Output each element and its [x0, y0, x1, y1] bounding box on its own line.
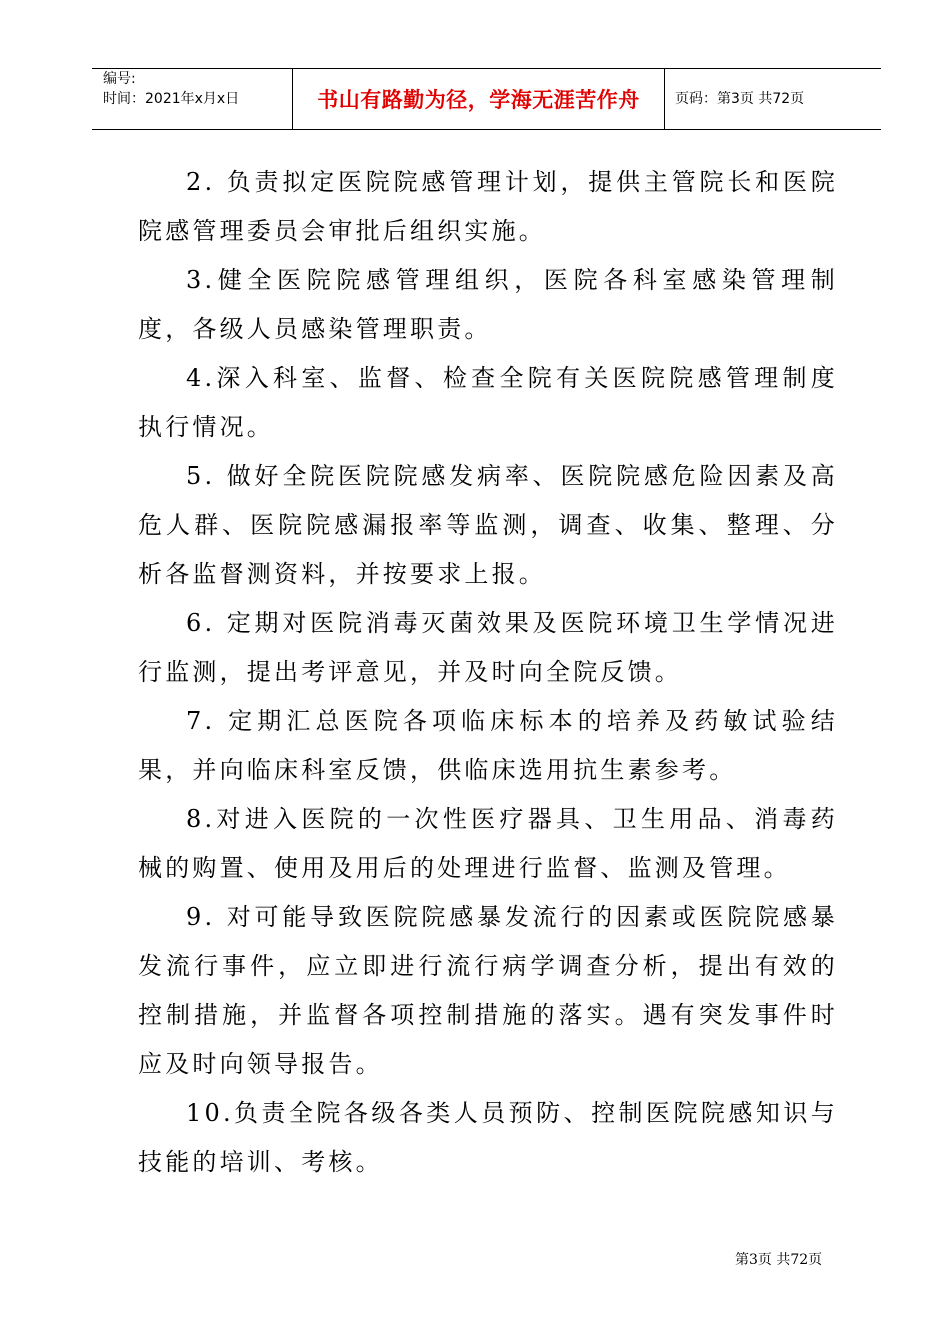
paragraph: 4.深入科室、监督、检查全院有关医院院感管理制度执行情况。 [138, 364, 838, 441]
header-motto: 书山有路勤为径，学海无涯苦作舟 [317, 87, 640, 112]
paragraph: 5. 做好全院医院院感发病率、医院院感危险因素及高危人群、医院院感漏报率等监测，调查、收集、整理、分析各监督测资料，并按要求上报。 [138, 462, 838, 588]
document-code-label: 编号: [103, 71, 136, 87]
paragraph: 2. 负责拟定医院院感管理计划，提供主管院长和医院院感管理委员会审批后组织实施。 [138, 168, 838, 245]
paragraph: 8.对进入医院的一次性医疗器具、卫生用品、消毒药械的购置、使用及用后的处理进行监督、监测及管理。 [138, 805, 838, 882]
page-footer-number: 第3页 共72页 [735, 1252, 823, 1268]
paragraph: 3.健全医院院感管理组织，医院各科室感染管理制度，各级人员感染管理职责。 [138, 266, 838, 343]
header-motto-cell [293, 69, 665, 129]
paragraph: 10.负责全院各级各类人员预防、控制医院院感知识与技能的培训、考核。 [138, 1099, 838, 1176]
document-time-label: 时间：2021年x月x日 [103, 91, 240, 107]
paragraph: 6. 定期对医院消毒灭菌效果及医院环境卫生学情况进行监测，提出考评意见，并及时向全院反馈。 [138, 609, 838, 686]
header-page-number: 页码：第3页 共72页 [675, 91, 805, 107]
paragraph: 9. 对可能导致医院院感暴发流行的因素或医院院感暴发流行事件，应立即进行流行病学调查分析，提出有效的控制措施，并监督各项控制措施的落实。遇有突发事件时应及时向领导报告。 [138, 903, 838, 1078]
document-body [138, 158, 838, 1187]
paragraph: 7. 定期汇总医院各项临床标本的培养及药敏试验结果，并向临床科室反馈，供临床选用抗生素参考。 [138, 707, 838, 784]
page-header [92, 68, 881, 130]
header-meta-cell [92, 69, 293, 129]
header-page-cell [665, 69, 881, 129]
